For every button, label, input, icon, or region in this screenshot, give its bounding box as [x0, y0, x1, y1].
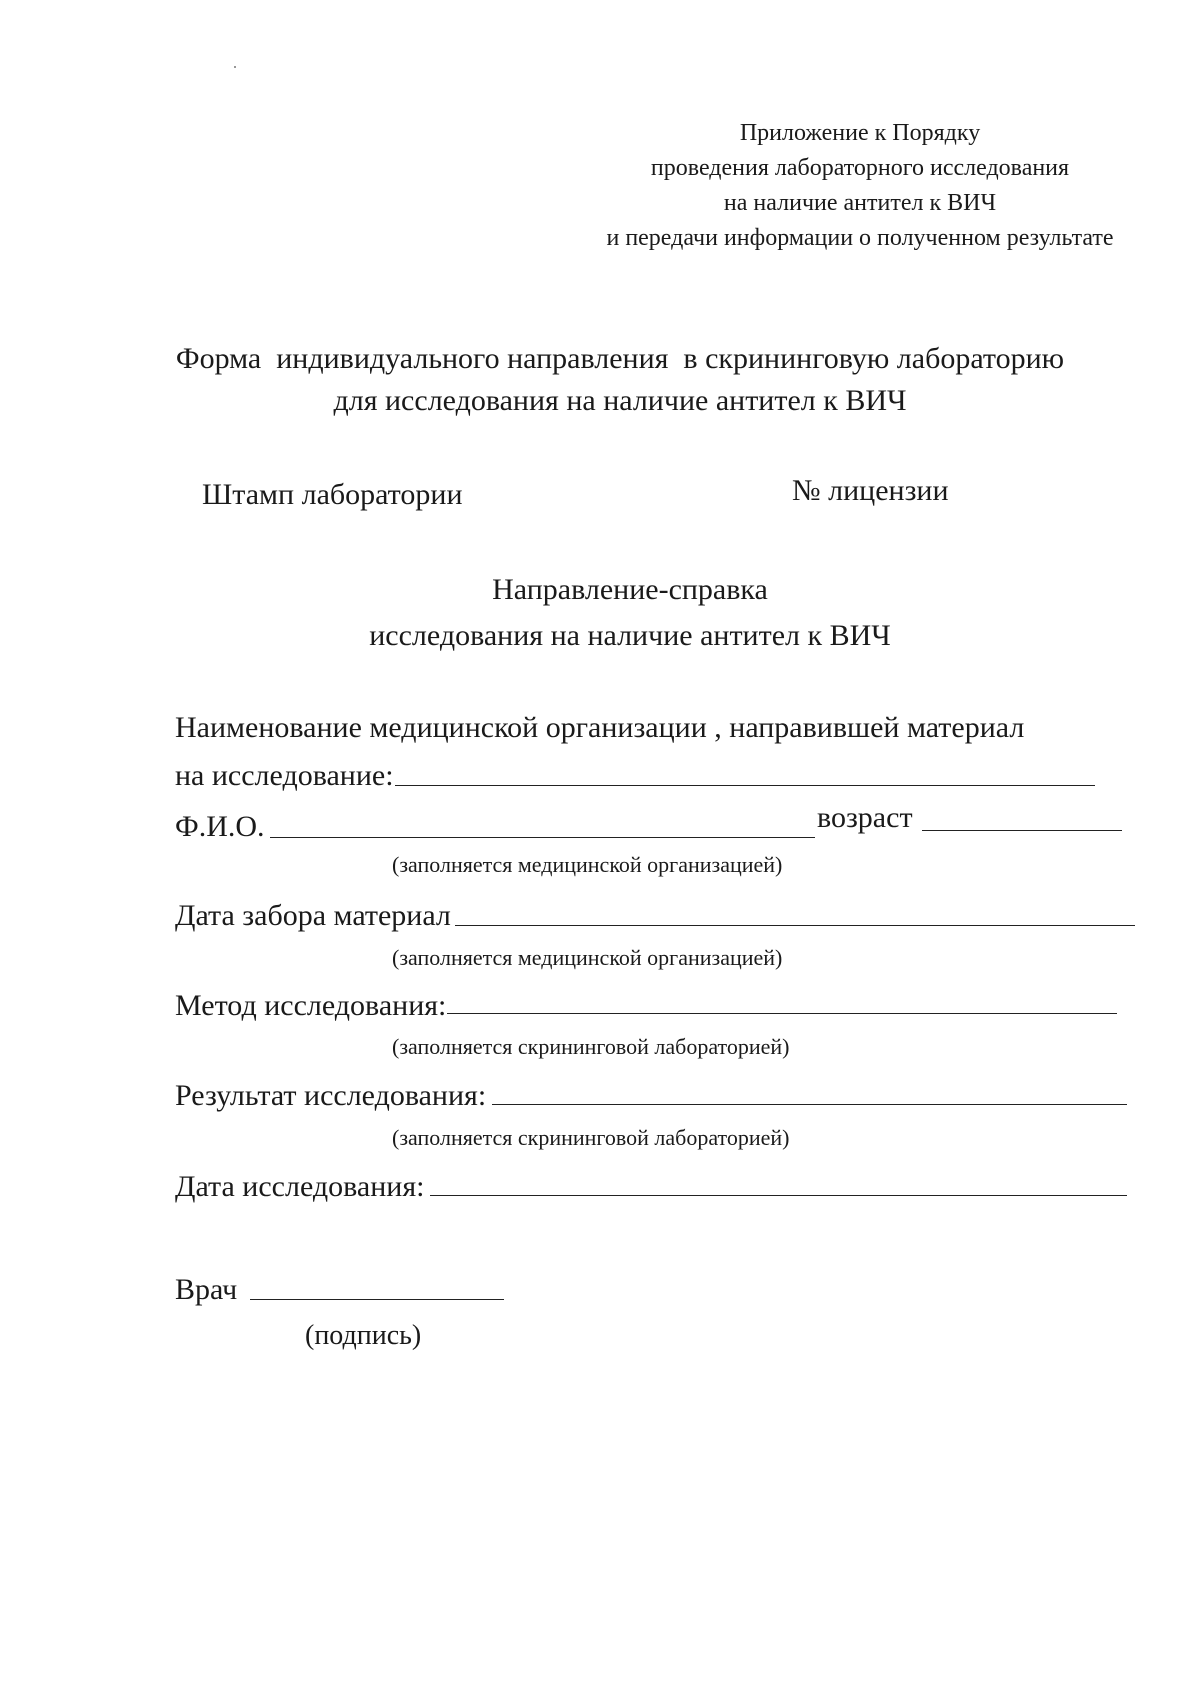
appendix-line-1: Приложение к Порядку — [739, 120, 981, 146]
signature-hint: (подпись) — [305, 1320, 422, 1351]
hint-medical-org-2: (заполняется медицинской организацией) — [392, 945, 783, 970]
research-date-label: Дата исследования: — [175, 1170, 425, 1203]
method-label: Метод исследования: — [175, 989, 447, 1022]
result-label: Результат исследования: — [175, 1079, 487, 1112]
hint-lab-2: (заполняется скрининговой лабораторией) — [392, 1125, 790, 1150]
collection-date-blank-line[interactable] — [455, 925, 1135, 926]
collection-date-label: Дата забора материал — [175, 899, 451, 932]
appendix-header — [560, 116, 1160, 256]
document-title-line-1: Направление-справка — [492, 573, 768, 606]
age-label: возраст — [817, 801, 913, 834]
method-blank-line[interactable] — [447, 1013, 1117, 1014]
name-blank-line[interactable] — [270, 837, 815, 838]
form-title-line-2: для исследования на наличие антител к ВИЧ — [333, 384, 907, 417]
doctor-signature-line[interactable] — [250, 1299, 504, 1300]
age-blank-line[interactable] — [922, 830, 1122, 831]
scan-speck — [234, 66, 236, 68]
lab-stamp-label: Штамп лаборатории — [202, 478, 463, 511]
name-label: Ф.И.О. — [175, 810, 265, 843]
appendix-line-2: проведения лабораторного исследования — [650, 155, 1070, 181]
appendix-line-3: на наличие антител к ВИЧ — [723, 190, 997, 216]
org-blank-line[interactable] — [395, 785, 1095, 786]
form-title-line-1: Форма индивидуального направления в скрининговую лабораторию — [175, 342, 1065, 375]
result-blank-line[interactable] — [492, 1104, 1127, 1105]
hint-lab-1: (заполняется скрининговой лабораторией) — [392, 1034, 790, 1059]
org-label-line-2: на исследование: — [175, 759, 394, 792]
org-label-line-1: Наименование медицинской организации , направившей материал — [175, 711, 1025, 744]
document-title — [280, 567, 980, 659]
license-number-label: № лицензии — [792, 474, 949, 507]
appendix-line-4: и передачи информации о полученном результате — [606, 225, 1114, 251]
doctor-label: Врач — [175, 1273, 238, 1306]
research-date-blank-line[interactable] — [430, 1195, 1127, 1196]
hint-medical-org-1: (заполняется медицинской организацией) — [392, 852, 783, 877]
document-title-line-2: исследования на наличие антител к ВИЧ — [369, 619, 891, 652]
form-title — [140, 338, 1100, 422]
